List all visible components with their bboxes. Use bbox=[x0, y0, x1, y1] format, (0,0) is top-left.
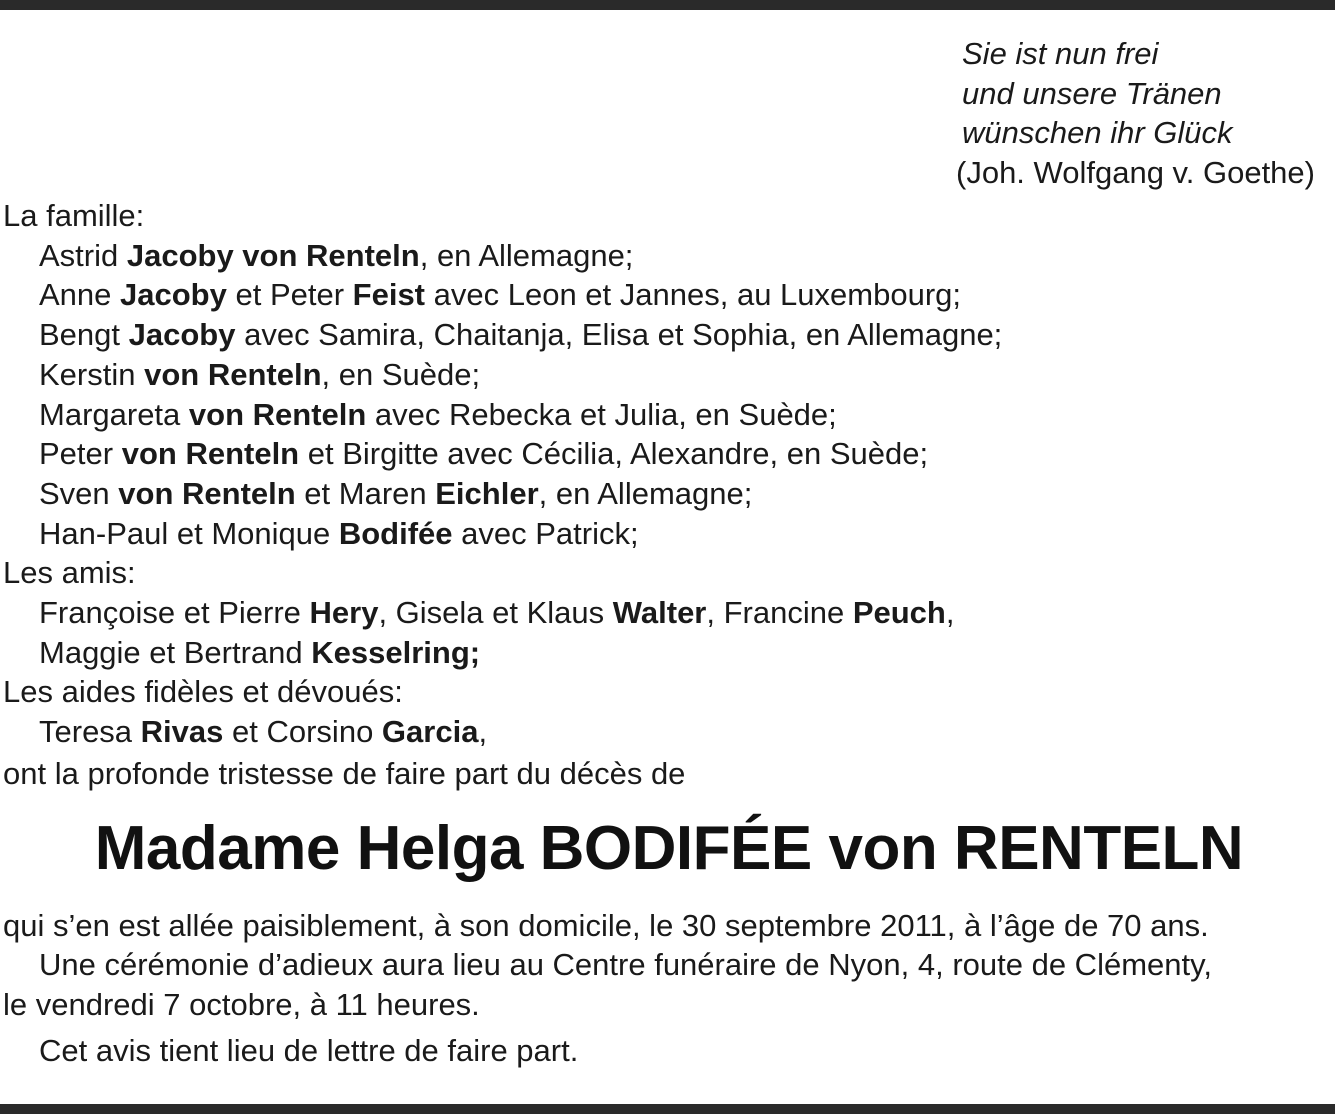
family-heading: La famille: bbox=[3, 198, 145, 233]
passing-text: qui s’en est allée paisiblement, à son domicile, le 30 septembre 2011, à l’âge de 70 ans. bbox=[3, 907, 1209, 943]
family-entry: Han-Paul et Monique Bodifée avec Patrick; bbox=[39, 515, 639, 551]
family-entry: Peter von Renteln et Birgitte avec Cécilia, Alexandre, en Suède; bbox=[39, 436, 929, 472]
top-border-rule bbox=[0, 0, 1335, 10]
quote-line: und unsere Tränen bbox=[962, 75, 1222, 111]
obituary-body bbox=[3, 196, 1335, 1070]
quote-line: Sie ist nun frei bbox=[962, 36, 1159, 71]
bottom-border-rule bbox=[0, 1104, 1335, 1114]
ceremony-date-text: le vendredi 7 octobre, à 11 heures. bbox=[3, 986, 480, 1022]
family-entry: Kerstin von Renteln, en Suède; bbox=[39, 356, 481, 392]
friends-heading: Les amis: bbox=[3, 555, 136, 591]
details-block bbox=[3, 906, 1335, 1071]
closing-text: Cet avis tient lieu de lettre de faire part. bbox=[39, 1032, 579, 1068]
quote-line: wünschen ihr Glück bbox=[962, 115, 1233, 150]
goethe-quote bbox=[956, 34, 1315, 192]
friends-entry: Maggie et Bertrand Kesselring; bbox=[39, 634, 481, 670]
family-entry: Sven von Renteln et Maren Eichler, en Allemagne; bbox=[39, 475, 753, 511]
friends-entry: Françoise et Pierre Hery, Gisela et Klaus Walter, Francine Peuch, bbox=[39, 595, 955, 631]
family-entry: Margareta von Renteln avec Rebecka et Julia, en Suède; bbox=[39, 396, 837, 432]
family-entry: Astrid Jacoby von Renteln, en Allemagne; bbox=[39, 237, 634, 273]
aides-heading: Les aides fidèles et dévoués: bbox=[3, 674, 403, 710]
quote-attribution: (Joh. Wolfgang v. Goethe) bbox=[956, 154, 1315, 190]
deceased-name: Madame Helga BODIFÉE von RENTELN bbox=[94, 813, 1244, 883]
family-entry: Anne Jacoby et Peter Feist avec Leon et Jannes, au Luxembourg; bbox=[39, 277, 961, 313]
ceremony-text: Une cérémonie d’adieux aura lieu au Centre funéraire de Nyon, 4, route de Clémenty, bbox=[39, 947, 1212, 983]
family-entry: Bengt Jacoby avec Samira, Chaitanja, Elisa et Sophia, en Allemagne; bbox=[39, 317, 1003, 353]
aides-entry: Teresa Rivas et Corsino Garcia, bbox=[39, 714, 488, 750]
announcement-text: ont la profonde tristesse de faire part du décès de bbox=[3, 755, 686, 791]
